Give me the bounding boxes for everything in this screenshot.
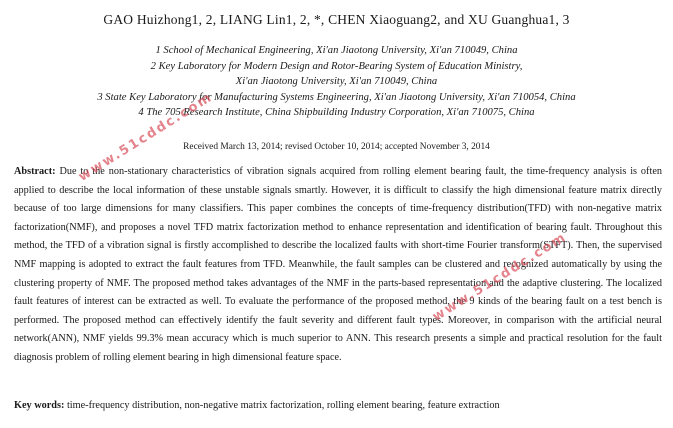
affiliation-2: 2 Key Laboratory for Modern Design and Rotor-Bearing System of Education Ministry, bbox=[150, 60, 523, 72]
abstract bbox=[14, 163, 662, 368]
author-line: GAO Huizhong1, 2, LIANG Lin1, 2, *, CHEN Xiaoguang2, and XU Guanghua1, 3 bbox=[103, 12, 570, 27]
abstract-label: Abstract: bbox=[14, 166, 56, 177]
watermark-right: www.51cddc.com bbox=[430, 229, 570, 325]
affiliations bbox=[0, 43, 673, 121]
affiliation-2-cont: Xi'an Jiaotong University, Xi'an 710049, China bbox=[235, 76, 438, 88]
abstract-text: Due to the non-stationary characteristics of vibration signals acquired from rolling element bearing fault, the time-frequency analysis is often applied to describe the local information of these unstable signals smartly. However, it is difficult to classify the high dimensional feature matrix directly because of too large dimensions for many classifiers. This paper combines the concepts of time-frequency distribution(TFD) with non-negative matrix factorization(NMF), and proposes a novel TFD matrix factorization method to enhance representation and identification of bearing fault. Throughout this method, the TFD of a vibration signal is firstly accomplished to describe the localized faults with short-time Fourier transform(STFT). Then, the supervised NMF mapping is adopted to extract the fault features from TFD. Meanwhile, the fault samples can be clustered and recognized automatically by using the clustering property of NMF. The proposed method takes advantages of the NMF in the parts-based representation and the adaptive clustering. The localized fault features of interest can be extracted as well. To evaluate the performance of the proposed method, the 9 kinds of the bearing fault on a test bench is performed. The proposed method can effectively identify the fault severity and different fault types. Moreover, in comparison with the artificial neural network(ANN), NMF yields 99.3% mean accuracy which is much superior to ANN. This research presents a simple and practical resolution for the fault diagnosis problem of rolling element bearing in high dimensional feature space. bbox=[14, 166, 662, 363]
watermark-left: www.51cddc.com bbox=[76, 89, 216, 185]
keywords bbox=[14, 400, 662, 411]
keywords-label: Key words: bbox=[14, 400, 65, 411]
affiliation-4: 4 The 705 Research Institute, China Shipbuilding Industry Corporation, Xi'an 710075, China bbox=[138, 107, 535, 119]
keywords-text: time-frequency distribution, non-negative matrix factorization, rolling element bearing, feature extraction bbox=[66, 400, 500, 411]
affiliation-1: 1 School of Mechanical Engineering, Xi'an Jiaotong University, Xi'an 710049, China bbox=[155, 45, 518, 56]
affiliation-3: 3 State Key Laboratory for Manufacturing Systems Engineering, Xi'an Jiaotong University, Xi'an 710054, China bbox=[97, 91, 576, 103]
received-dates: Received March 13, 2014; revised October 10, 2014; accepted November 3, 2014 bbox=[183, 142, 490, 152]
